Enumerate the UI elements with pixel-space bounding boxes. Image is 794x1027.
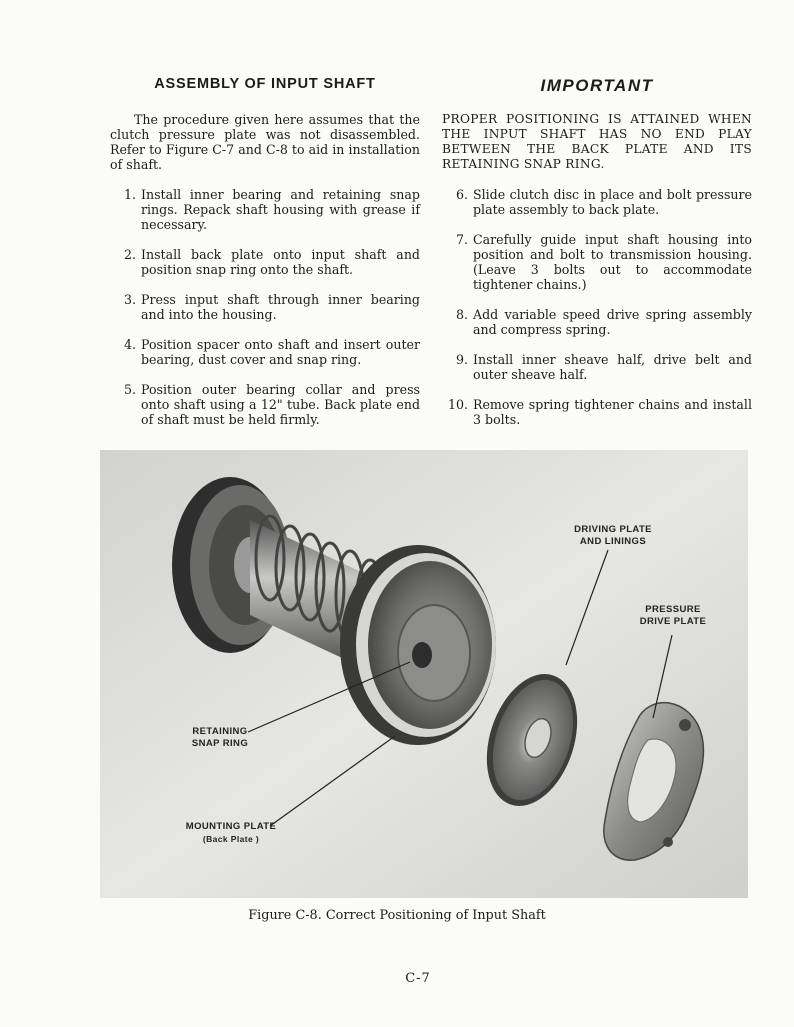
instruction-step: [442, 187, 752, 217]
step-number: 2.: [123, 247, 136, 262]
callout-text: MOUNTING PLATE: [185, 821, 277, 832]
important-heading: IMPORTANT: [540, 76, 654, 95]
section-heading: ASSEMBLY OF INPUT SHAFT: [154, 76, 376, 92]
step-text: Install back plate onto input shaft and position snap ring onto the shaft.: [141, 247, 420, 277]
step-list: [110, 187, 420, 427]
back-plate: [340, 545, 496, 745]
right-column: [442, 76, 752, 442]
figure-caption: Figure C-8. Correct Positioning of Input Shaft: [248, 908, 546, 923]
step-text: Install inner bearing and retaining snap rings. Repack shaft housing with grease if necessary.: [141, 187, 420, 232]
instruction-step: [442, 352, 752, 382]
instruction-step: [110, 247, 420, 277]
callout-text: RETAINING: [192, 726, 248, 737]
callout-driving-plate: [558, 524, 668, 548]
instruction-step: [110, 382, 420, 427]
instruction-step: [110, 337, 420, 367]
instruction-step: [110, 292, 420, 322]
page-number: C-7: [405, 971, 431, 986]
callout-text: DRIVING PLATE: [574, 524, 652, 535]
step-number: 10.: [447, 397, 468, 412]
input-shaft-figure: [100, 450, 748, 898]
callout-text: SNAP RING: [191, 738, 249, 749]
instruction-step: [442, 397, 752, 427]
intro-paragraph: The procedure given here assumes that the clutch pressure plate was not disassembled. Refer to Figure C-7 and C-8 to aid in installation of shaft.: [110, 112, 420, 172]
step-number: 3.: [123, 292, 136, 307]
step-text: Slide clutch disc in place and bolt pressure plate assembly to back plate.: [473, 187, 752, 217]
callout-retaining-snap-ring: [180, 726, 260, 750]
callout-text: DRIVE PLATE: [639, 616, 707, 627]
callout-text: (Back Plate ): [202, 834, 260, 844]
step-number: 9.: [455, 352, 468, 367]
step-number: 7.: [455, 232, 468, 247]
instruction-step: [442, 232, 752, 292]
step-text: Carefully guide input shaft housing into position and bolt to transmission housing. (Leave 3 bolts out to accommodate tightener chains.): [473, 232, 752, 292]
step-list: [442, 187, 752, 427]
step-number: 8.: [455, 307, 468, 322]
step-text: Remove spring tightener chains and install 3 bolts.: [473, 397, 752, 427]
step-number: 5.: [123, 382, 136, 397]
instruction-step: [442, 307, 752, 337]
instruction-step: [110, 187, 420, 232]
important-notice: PROPER POSITIONING IS ATTAINED WHEN THE INPUT SHAFT HAS NO END PLAY BETWEEN THE BACK PLATE AND ITS RETAINING SNAP RING.: [442, 112, 752, 171]
step-number: 1.: [123, 187, 136, 202]
step-text: Position outer bearing collar and press onto shaft using a 12" tube. Back plate end of shaft must be held firmly.: [141, 382, 420, 427]
step-number: 6.: [455, 187, 468, 202]
callout-pressure-drive-plate: [628, 604, 718, 628]
callout-mounting-plate: [176, 821, 286, 845]
step-text: Position spacer onto shaft and insert outer bearing, dust cover and snap ring.: [141, 337, 420, 367]
step-text: Press input shaft through inner bearing and into the housing.: [141, 292, 420, 322]
left-column: [110, 76, 420, 442]
step-text: Install inner sheave half, drive belt and outer sheave half.: [473, 352, 752, 382]
callout-text: AND LININGS: [579, 536, 647, 547]
step-text: Add variable speed drive spring assembly and compress spring.: [473, 307, 752, 337]
step-number: 4.: [123, 337, 136, 352]
callout-text: PRESSURE: [645, 604, 701, 615]
